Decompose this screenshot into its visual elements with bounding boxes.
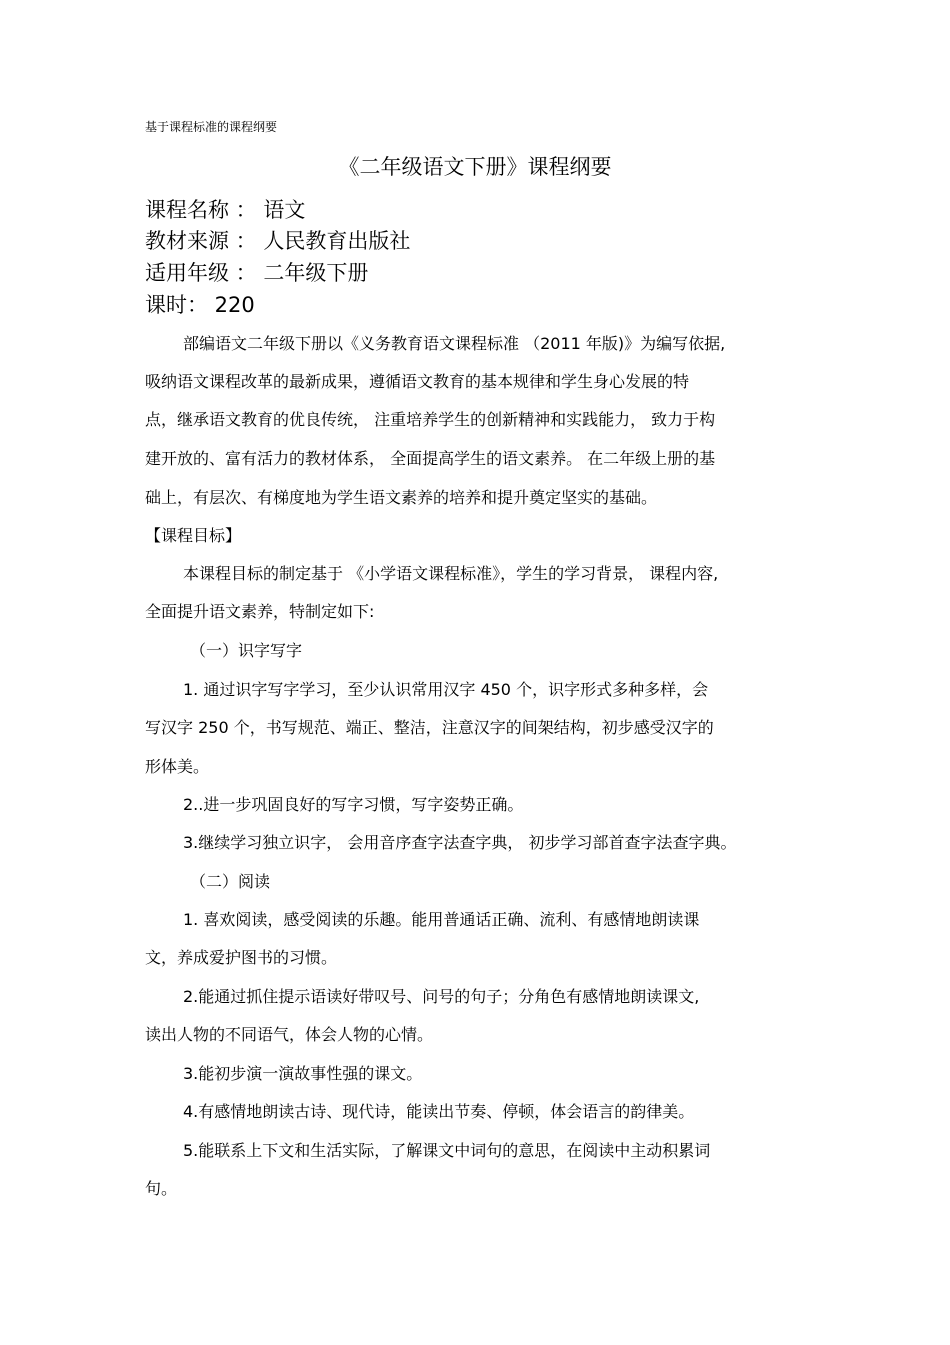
literacy-item3: 3.继续学习独立识字， 会用音序查字法查字典， 初步学习部首查字法查字典。 (183, 833, 737, 852)
reading-item2-line-2: 读出人物的不同语气，体会人物的心情。 (145, 1025, 434, 1044)
intro-line-3: 点，继承语文教育的优良传统， 注重培养学生的创新精神和实践能力， 致力于构 (145, 410, 716, 429)
literacy-item1-line-3: 形体美。 (145, 757, 210, 776)
goals-intro-line-2: 全面提升语文素养，特制定如下: (145, 602, 375, 621)
literacy-item1-line-1: 1. 通过识字写字学习，至少认识常用汉字 450 个，识字形式多种多样，会 (183, 680, 709, 699)
course-name-line: 课程名称 ： 语文 (145, 198, 306, 222)
literacy-item1-line-2: 写汉字 250 个，书写规范、端正、整洁，注意汉字的间架结构，初步感受汉字的 (145, 718, 714, 737)
reading-item1-line-1: 1. 喜欢阅读，感受阅读的乐趣。能用普通话正确、流利、有感情地朗读课 (183, 910, 700, 929)
subsection-heading-reading: （二）阅读 (190, 872, 271, 891)
reading-item1-line-2: 文，养成爱护图书的习惯。 (145, 948, 338, 967)
intro-line-4: 建开放的、富有活力的教材体系， 全面提高学生的语文素养。 在二年级上册的基 (145, 449, 716, 468)
document-title: 《二年级语文下册》课程纲要 (338, 155, 612, 179)
reading-item5-line-1: 5.能联系上下文和生活实际，了解课文中词句的意思，在阅读中主动积累词 (183, 1141, 711, 1160)
section-heading-goals: 【课程目标】 (145, 526, 242, 545)
grade-line: 适用年级 ： 二年级下册 (145, 261, 369, 285)
reading-item5-line-2: 句。 (145, 1179, 178, 1198)
goals-intro-line-1: 本课程目标的制定基于 《小学语文课程标准》，学生的学习背景， 课程内容, (183, 564, 719, 583)
intro-line-5: 础上，有层次、有梯度地为学生语文素养的培养和提升奠定坚实的基础。 (145, 488, 658, 507)
hours-line: 课时： 220 (145, 293, 255, 317)
reading-item3: 3.能初步演一演故事性强的课文。 (183, 1064, 423, 1083)
textbook-source-line: 教材来源 ： 人民教育出版社 (145, 229, 411, 253)
reading-item4: 4.有感情地朗读古诗、现代诗，能读出节奏、停顿，体会语言的韵律美。 (183, 1102, 695, 1121)
literacy-item2: 2..进一步巩固良好的写字习惯，写字姿势正确。 (183, 795, 524, 814)
subsection-heading-literacy: （一）识字写字 (190, 641, 303, 660)
intro-line-2: 吸纳语文课程改革的最新成果，遵循语文教育的基本规律和学生身心发展的特 (145, 372, 690, 391)
header-note: 基于课程标准的课程纲要 (145, 120, 278, 134)
intro-line-1: 部编语文二年级下册以《义务教育语文课程标准 （2011 年版)》为编写依据, (183, 334, 726, 353)
reading-item2-line-1: 2.能通过抓住提示语读好带叹号、问号的句子；分角色有感情地朗读课文, (183, 987, 700, 1006)
